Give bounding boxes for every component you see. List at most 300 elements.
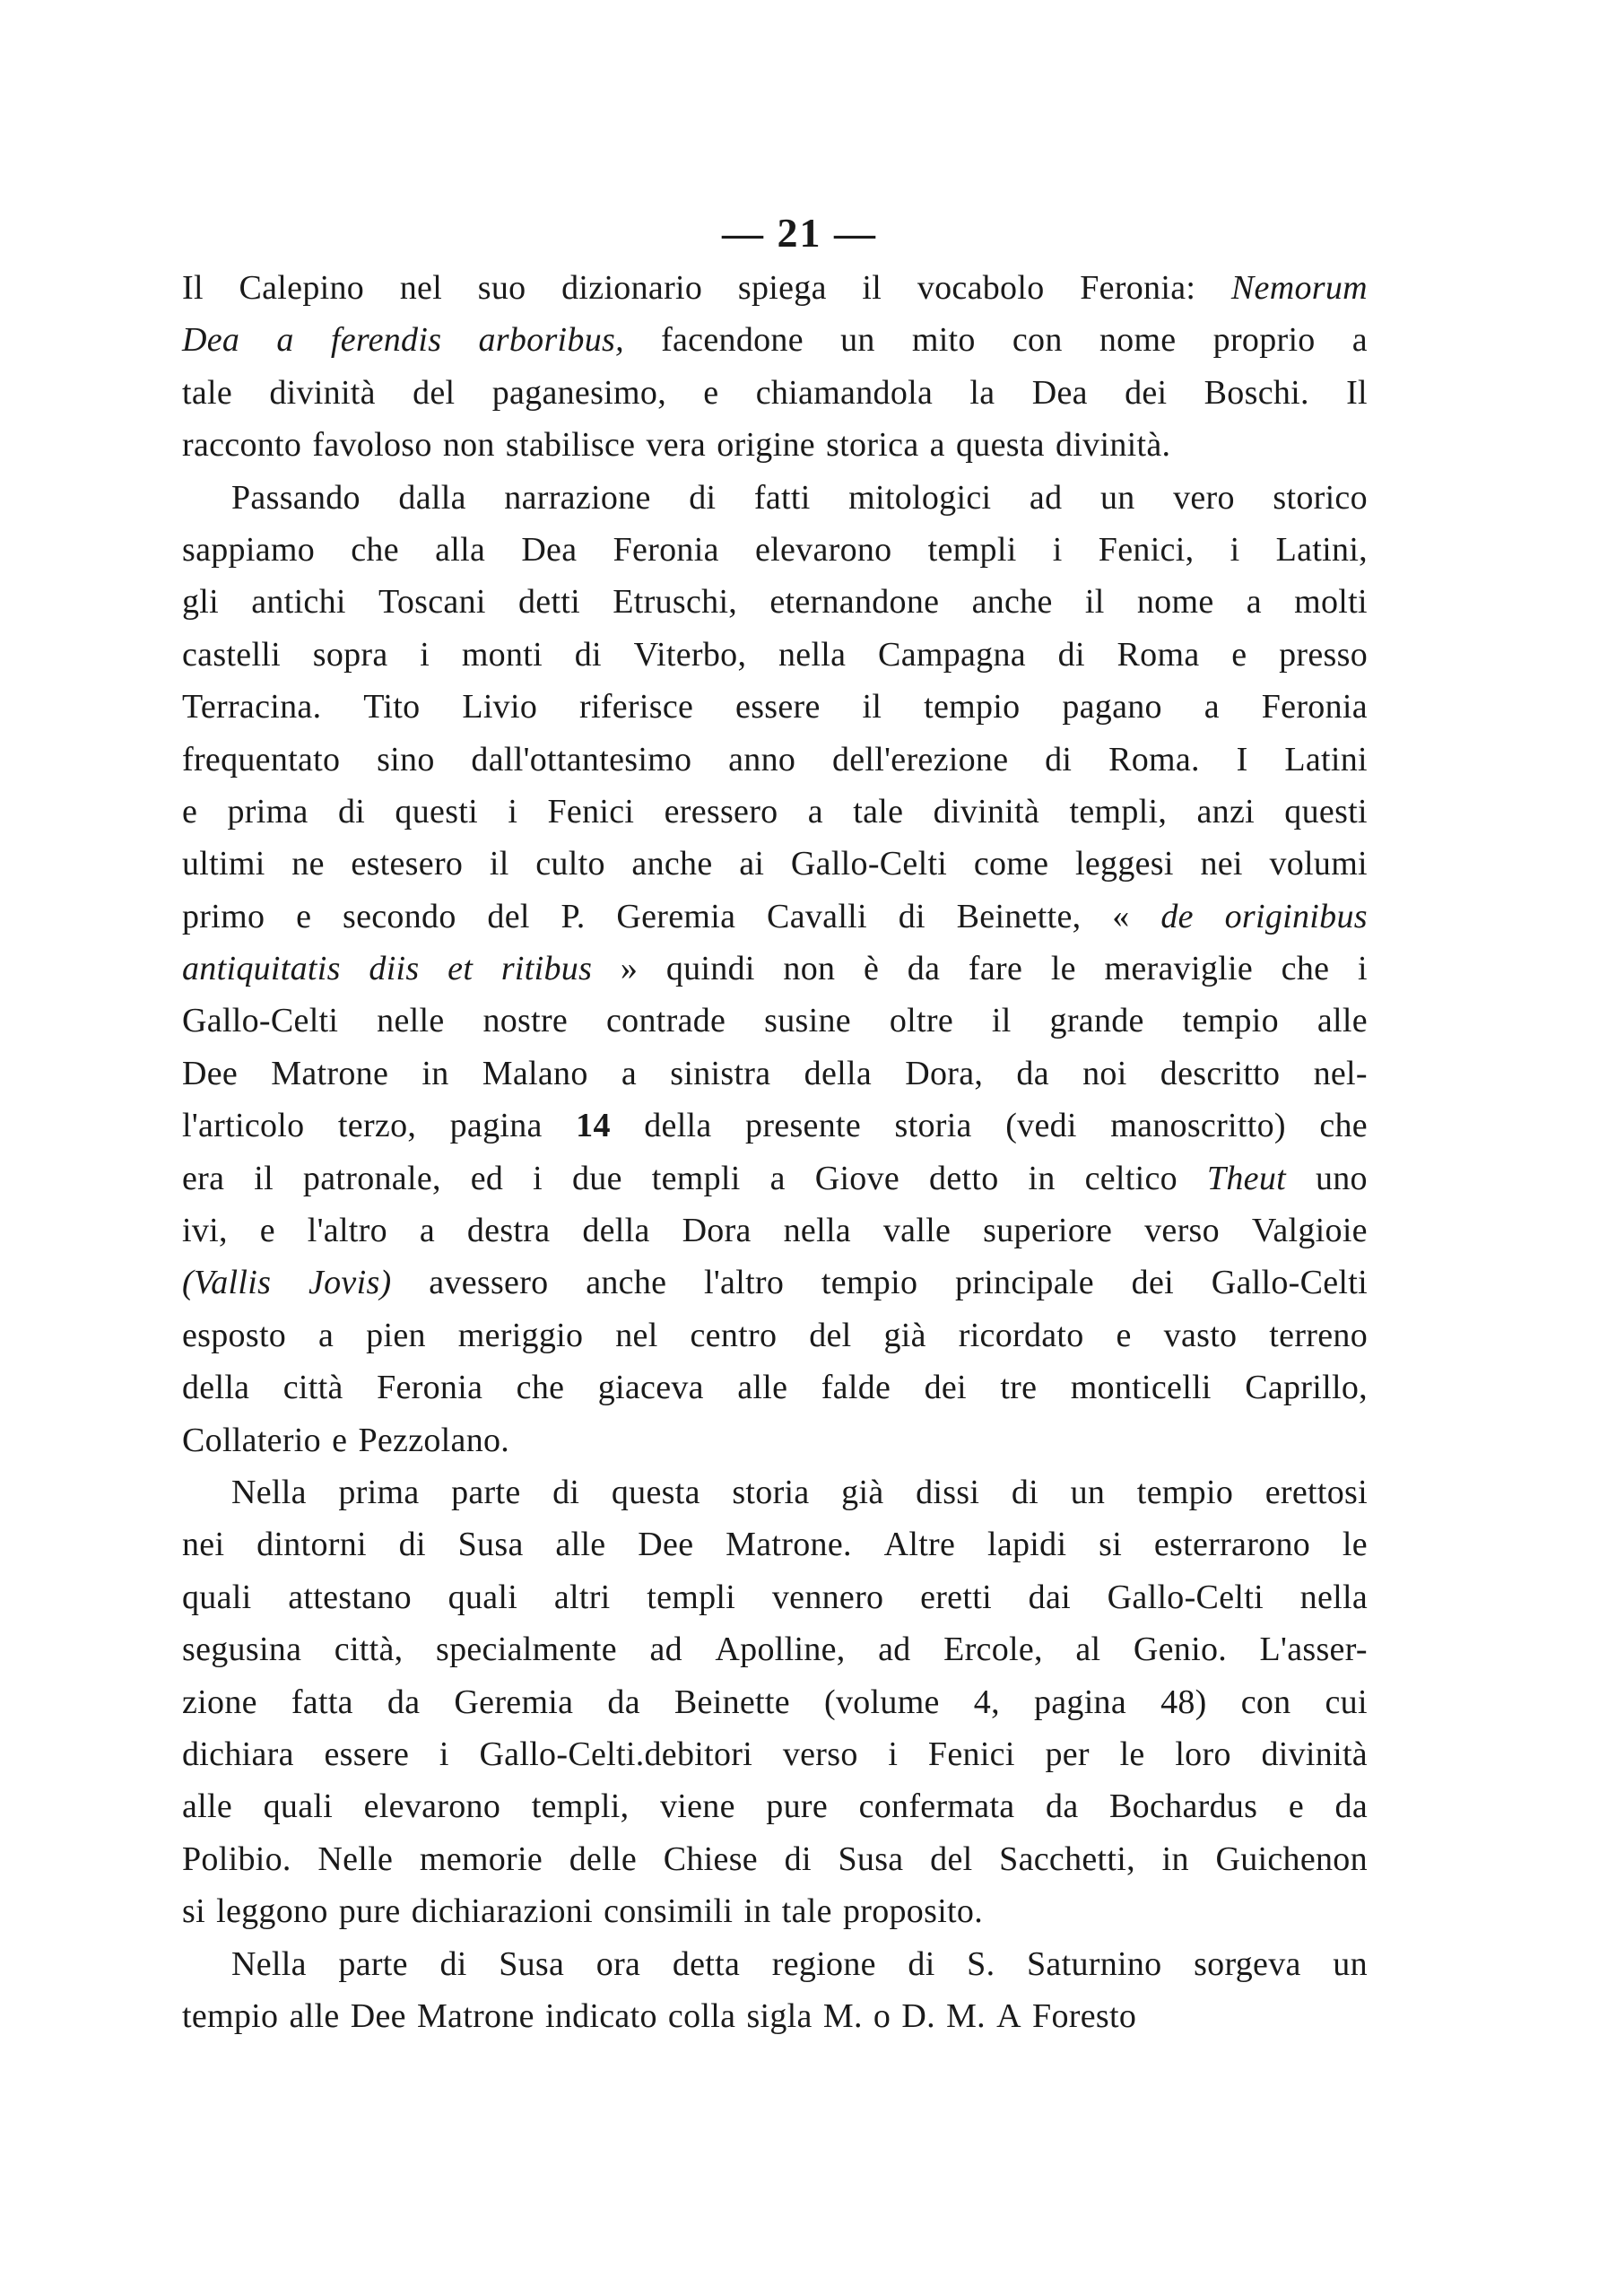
word: del [487, 897, 530, 935]
text-line [182, 629, 1368, 681]
word: l'altro [704, 1264, 785, 1302]
word: nella [778, 635, 847, 674]
word: i [508, 792, 518, 831]
word: pure [338, 1892, 401, 1931]
word: con [1240, 1683, 1291, 1721]
word: dichiara [182, 1735, 294, 1773]
word: Dea [182, 321, 240, 360]
word: e [182, 792, 198, 831]
word: prima [227, 792, 309, 831]
word: Matrone. [726, 1526, 852, 1564]
word: del [413, 373, 456, 412]
word: il [489, 845, 509, 883]
word: alle [737, 1369, 788, 1407]
word: in [743, 1892, 771, 1931]
word: descritto [1160, 1054, 1281, 1092]
word: di [439, 1944, 467, 1983]
word: di [1011, 1473, 1039, 1511]
word: dall'ottantesimo [471, 740, 692, 778]
word: le [1050, 950, 1076, 988]
word: ultimi [182, 845, 265, 883]
word: I [1236, 740, 1248, 778]
word: verso [1144, 1212, 1220, 1250]
word: non [442, 426, 495, 465]
word: stabilisce [505, 426, 636, 465]
word: valle [882, 1212, 952, 1250]
page-number: — 21 — [722, 210, 877, 256]
word: i [1357, 950, 1368, 988]
word: consimili [604, 1892, 734, 1931]
word: Collaterio [182, 1421, 321, 1459]
word: Feronia [377, 1369, 483, 1407]
word: vasto [1163, 1316, 1238, 1354]
text-line [182, 734, 1368, 786]
word: (Vallis [182, 1264, 272, 1302]
word: Caprillo, [1245, 1369, 1368, 1407]
word: dei [924, 1369, 967, 1407]
word: spiega [737, 269, 827, 307]
word: Gallo-Celti [1107, 1578, 1264, 1616]
word: Etruschi, [613, 583, 738, 622]
word: questi [1284, 792, 1368, 831]
word: elevarono [363, 1787, 501, 1826]
word: a [1204, 688, 1220, 726]
word: (vedi [1005, 1107, 1077, 1145]
word: Susa [838, 1839, 904, 1878]
text-line [182, 1623, 1368, 1675]
word: quindi [665, 950, 755, 988]
word: alle [289, 1996, 340, 2035]
word: che [1319, 1107, 1368, 1145]
word: in [421, 1054, 449, 1092]
word: presente [745, 1107, 862, 1145]
word: l'articolo [182, 1107, 305, 1145]
text-line [182, 1571, 1368, 1623]
word: Sacchetti, [999, 1839, 1135, 1878]
word: superiore [983, 1212, 1113, 1250]
word: Geremia [616, 897, 736, 935]
word: meriggio [457, 1316, 584, 1354]
word: zione [182, 1683, 257, 1721]
word: contrade [606, 1002, 726, 1040]
word: pien [366, 1316, 426, 1354]
word: a [1246, 583, 1262, 622]
word: noi [1082, 1054, 1127, 1092]
word: Dee [182, 1054, 239, 1092]
word: divinità [933, 792, 1040, 831]
word: molti [1294, 583, 1368, 622]
word: dei [1131, 1264, 1174, 1302]
word: altri [553, 1578, 611, 1616]
text-line [182, 1257, 1368, 1309]
word: a [621, 1054, 638, 1092]
word: ad [878, 1631, 911, 1669]
text-line [182, 1414, 1368, 1466]
word: anche [631, 845, 713, 883]
word: racconto [182, 426, 302, 465]
word: questa [955, 426, 1045, 465]
word: eternandone [769, 583, 940, 622]
word: principale [955, 1264, 1094, 1302]
word: Boschi. [1204, 373, 1309, 412]
word: ritibus [500, 950, 593, 988]
word: o [873, 1996, 891, 2035]
word: estesero [351, 845, 464, 883]
word: anche [586, 1264, 667, 1302]
text-line [182, 1100, 1368, 1152]
word: il [254, 1159, 274, 1197]
text-line [182, 1309, 1368, 1361]
word: Genio. [1133, 1631, 1228, 1669]
word: di [908, 1944, 935, 1983]
word: primo [182, 897, 265, 935]
body-text [182, 262, 1368, 2042]
word: Campagna [878, 635, 1026, 674]
word: M. [946, 1996, 986, 2035]
word: fatta [291, 1683, 353, 1721]
word: dintorni [256, 1526, 367, 1564]
word: un [1070, 1473, 1106, 1511]
word: Fenici [927, 1735, 1015, 1773]
word: specialmente [436, 1631, 617, 1669]
word: alle [182, 1787, 233, 1826]
word: di [1057, 635, 1085, 674]
word: un [1333, 1944, 1368, 1983]
word: tempio [924, 688, 1021, 726]
word: loro [1175, 1735, 1231, 1773]
text-line [182, 838, 1368, 890]
word: Susa [499, 1944, 565, 1983]
text-line [182, 1938, 1368, 1990]
word: D. [901, 1996, 935, 2035]
word: Ercole, [943, 1631, 1043, 1669]
word: quali [263, 1787, 334, 1826]
word: nei [182, 1526, 225, 1564]
word: di [689, 478, 717, 517]
word: storia [732, 1473, 810, 1511]
word: leggesi [1075, 845, 1174, 883]
word: et [448, 950, 474, 988]
word: Nella [231, 1944, 307, 1983]
word: destra [466, 1212, 551, 1250]
word: anzi [1196, 792, 1255, 831]
word: un [1099, 478, 1135, 517]
word: presso [1279, 635, 1368, 674]
text-line [182, 1780, 1368, 1832]
text-line [182, 786, 1368, 838]
word: delle [569, 1839, 638, 1878]
word: si [1099, 1526, 1123, 1564]
word: cui [1325, 1683, 1368, 1721]
word: nel [399, 269, 443, 307]
word: di [552, 1473, 580, 1511]
word: fare [968, 950, 1023, 988]
text-line [182, 1885, 1368, 1937]
word: e [259, 1212, 275, 1250]
word: centro [690, 1316, 778, 1354]
word: proposito. [842, 1892, 984, 1931]
word: in [1028, 1159, 1056, 1197]
word: Dora, [905, 1054, 984, 1092]
word: da [1046, 1787, 1079, 1826]
word: a [769, 1159, 786, 1197]
word: città, [334, 1631, 404, 1669]
word: nome [1136, 583, 1214, 622]
word: terreno [1269, 1316, 1368, 1354]
word: diis [369, 950, 420, 988]
text-line [182, 1728, 1368, 1780]
word: essere [735, 688, 821, 726]
word: viene [659, 1787, 735, 1826]
word: vera [646, 426, 707, 465]
text-line [182, 524, 1368, 576]
word: non [783, 950, 836, 988]
word: Il [1346, 373, 1368, 412]
word: sappiamo [182, 530, 316, 569]
text-line [182, 1048, 1368, 1100]
word: le [1119, 1735, 1145, 1773]
word: Dea [521, 530, 578, 569]
word: terzo, [337, 1107, 417, 1145]
word: Feronia [1261, 688, 1368, 726]
word: Matrone [271, 1054, 389, 1092]
word: in [1161, 1839, 1189, 1878]
word: alle [1317, 1002, 1368, 1040]
word: elevarono [754, 530, 892, 569]
text-line [182, 576, 1368, 628]
word: i [1052, 530, 1063, 569]
text-line [182, 262, 1368, 314]
word: colla [667, 1996, 736, 2035]
word: alla [435, 530, 486, 569]
word: Nelle [317, 1839, 394, 1878]
word: castelli [182, 635, 282, 674]
word: Livio [462, 688, 538, 726]
word: Cavalli [767, 897, 867, 935]
word: Latini, [1275, 530, 1368, 569]
word: di [337, 792, 366, 831]
word: Giove [814, 1159, 900, 1197]
word: vocabolo [917, 269, 1045, 307]
word: 4, [973, 1683, 1000, 1721]
word: già [883, 1316, 926, 1354]
word: secondo [343, 897, 456, 935]
word: Dora [682, 1212, 752, 1250]
text-line [182, 1518, 1368, 1570]
word: da [607, 1683, 640, 1721]
word: fatti [753, 478, 811, 517]
word: dissi [916, 1473, 980, 1511]
word: Beinette, [956, 897, 1082, 935]
word: culto [535, 845, 605, 883]
word: dell'erezione [831, 740, 1009, 778]
word: anno [728, 740, 796, 778]
word: Latini [1284, 740, 1368, 778]
word: un [840, 321, 875, 360]
word: pagano [1062, 688, 1162, 726]
word: da [907, 950, 941, 988]
text-line [182, 943, 1368, 995]
text-line [182, 681, 1368, 733]
word: confermata [858, 1787, 1015, 1826]
word: volumi [1269, 845, 1368, 883]
word: ad [649, 1631, 682, 1669]
paragraph [182, 472, 1368, 1466]
text-line [182, 367, 1368, 419]
word: Malano [482, 1054, 588, 1092]
word: di [398, 1526, 426, 1564]
word: tempio [1182, 1002, 1279, 1040]
word: P. [561, 897, 586, 935]
word: nella [1299, 1578, 1368, 1616]
word: che [1281, 950, 1330, 988]
word: Toscani [378, 583, 486, 622]
word: 14 [576, 1107, 611, 1145]
word: vero [1173, 478, 1235, 517]
word: susine [764, 1002, 851, 1040]
word: come [973, 845, 1049, 883]
word: riferisce [579, 688, 694, 726]
word: mitologici [848, 478, 992, 517]
word: S. [967, 1944, 995, 1983]
word: tale [182, 373, 233, 412]
word: anche [971, 583, 1053, 622]
word: eressero [664, 792, 778, 831]
word: è [863, 950, 880, 988]
word: i [533, 1159, 543, 1197]
word: della [182, 1369, 250, 1407]
word: « [1112, 897, 1130, 935]
word: era [182, 1159, 225, 1197]
word: pagina [1033, 1683, 1127, 1721]
word: i [888, 1735, 899, 1773]
word: Altre [883, 1526, 956, 1564]
word: Fenici [547, 792, 635, 831]
word: Nella [231, 1473, 307, 1511]
word: di [574, 635, 602, 674]
word: ed [470, 1159, 504, 1197]
word: da [1016, 1054, 1049, 1092]
word: pagina [449, 1107, 543, 1145]
word: dizionario [561, 269, 703, 307]
word: suo [477, 269, 526, 307]
word: 48) [1160, 1683, 1207, 1721]
word: ad [1029, 478, 1063, 517]
word: Saturnino [1027, 1944, 1162, 1983]
word: Feronia [613, 530, 719, 569]
word: sorgeva [1194, 1944, 1301, 1983]
word: chiamandola [755, 373, 934, 412]
word: monticelli [1070, 1369, 1212, 1407]
word: celtico [1084, 1159, 1178, 1197]
word: a [276, 321, 294, 360]
word: (volume [823, 1683, 940, 1721]
text-line [182, 472, 1368, 524]
text-line [182, 419, 1368, 471]
word: Dee [638, 1526, 694, 1564]
text-line [182, 1676, 1368, 1728]
word: divinità [269, 373, 376, 412]
word: a [419, 1212, 435, 1250]
word: il [1084, 583, 1105, 622]
word: Theut [1206, 1159, 1286, 1197]
word: tale [853, 792, 904, 831]
word: di [898, 897, 926, 935]
word: Beinette [673, 1683, 790, 1721]
word: giaceva [597, 1369, 704, 1407]
word: regione [771, 1944, 876, 1983]
word: arboribus, [478, 321, 624, 360]
word: si [182, 1892, 205, 1931]
text-line [182, 995, 1368, 1047]
word: con [1012, 321, 1063, 360]
word: i [1230, 530, 1240, 569]
word: a [807, 792, 823, 831]
word: storica [826, 426, 919, 465]
word: paganesimo, [491, 373, 666, 412]
word: Gallo-Celti [790, 845, 948, 883]
word: attestano [288, 1578, 412, 1616]
word: frequentato [182, 740, 341, 778]
word: essere [324, 1735, 410, 1773]
word: Passando [231, 478, 361, 517]
word: e [296, 897, 312, 935]
word: Dea [1031, 373, 1088, 412]
word: del [809, 1316, 852, 1354]
word: erettosi [1264, 1473, 1368, 1511]
word: ivi, [182, 1212, 228, 1250]
word: Susa [457, 1526, 524, 1564]
text-line [182, 1466, 1368, 1518]
word: Roma. [1108, 740, 1200, 778]
word: templi, [531, 1787, 630, 1826]
word: ricordato [958, 1316, 1084, 1354]
word: il [862, 688, 882, 726]
word: templi [651, 1159, 741, 1197]
word: detti [517, 583, 581, 622]
word: tempio [182, 1996, 279, 2035]
word: Gallo-Celti [182, 1002, 339, 1040]
word: uno [1315, 1159, 1368, 1197]
word: favoloso [312, 426, 432, 465]
word: della [582, 1212, 650, 1250]
word: già [841, 1473, 884, 1511]
word: della [804, 1054, 872, 1092]
text-line [182, 1361, 1368, 1413]
word: le [1342, 1526, 1368, 1564]
word: Tito [363, 688, 421, 726]
word: Fenici, [1098, 530, 1195, 569]
word: dai [1028, 1578, 1071, 1616]
word: Feronia: [1080, 269, 1196, 307]
word: Apolline, [715, 1631, 846, 1669]
word: memorie [419, 1839, 543, 1878]
word: avessero [429, 1264, 549, 1302]
word: prima [338, 1473, 420, 1511]
word: Bochardus [1109, 1787, 1258, 1826]
word: dichiarazioni [411, 1892, 593, 1931]
word: ferendis [330, 321, 442, 360]
word: di [1045, 740, 1073, 778]
word: Valgioie [1251, 1212, 1368, 1250]
word: due [571, 1159, 622, 1197]
word: che [516, 1369, 565, 1407]
text-line [182, 1990, 1368, 2042]
word: detta [672, 1944, 741, 1983]
word: Jovis) [308, 1264, 392, 1302]
word: nei [1200, 845, 1243, 883]
word: il [862, 269, 882, 307]
